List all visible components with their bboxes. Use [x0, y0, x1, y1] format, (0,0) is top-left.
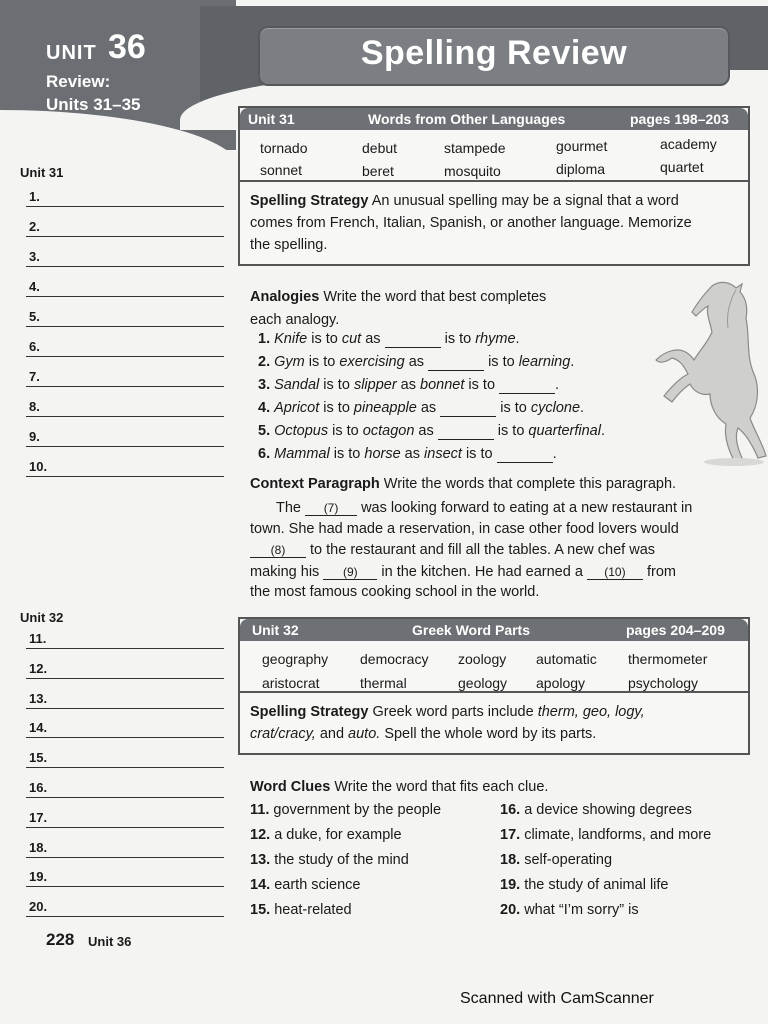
analogy-number: 1. — [258, 331, 271, 347]
word-item: geology — [458, 675, 508, 691]
strategy-label: Spelling Strategy — [250, 193, 369, 209]
analogy-number: 3. — [258, 377, 271, 393]
answer-number: 16. — [29, 780, 48, 795]
context-heading-line — [250, 474, 676, 496]
answer-line[interactable] — [26, 364, 224, 387]
analogy-text: . — [555, 377, 560, 393]
analogy-text: . — [570, 354, 575, 370]
answer-number: 18. — [29, 839, 48, 855]
analogy-text: as — [416, 400, 441, 416]
context-text: The — [276, 500, 301, 516]
analogy-term: Mammal — [274, 446, 330, 462]
unit31-box-pages: pages 198–203 — [630, 111, 729, 127]
answers-unit32-label: Unit 32 — [20, 610, 64, 625]
analogy-item — [258, 423, 605, 440]
unit32-box-topic: Greek Word Parts — [412, 622, 531, 638]
analogies-heading: Analogies — [250, 289, 320, 305]
analogy-number: 2. — [258, 354, 271, 370]
unit31-box-unit: Unit 31 — [248, 111, 295, 127]
unit32-strategy — [240, 693, 748, 753]
analogy-term: pineapple — [353, 400, 417, 416]
analogy-text: . — [552, 446, 557, 462]
word-item: sonnet — [260, 162, 303, 178]
answer-number: 3. — [29, 249, 40, 264]
answer-number: 2. — [29, 219, 40, 234]
word-item: apology — [536, 675, 586, 691]
answer-number: 15. — [29, 750, 48, 766]
answer-number: 19. — [29, 869, 48, 885]
answer-line[interactable] — [26, 686, 224, 709]
clues-instructions — [250, 776, 548, 799]
word-item: automatic — [536, 651, 597, 667]
context-line: town. She had made a reservation, in case other food lovers would — [250, 521, 679, 537]
answer-line[interactable] — [26, 715, 224, 738]
answers-unit31-label: Unit 31 — [20, 165, 64, 180]
answer-line[interactable] — [26, 274, 224, 297]
answer-number: 12. — [29, 660, 48, 676]
answer-line[interactable] — [26, 334, 224, 357]
context-line — [250, 540, 655, 562]
context-line — [250, 562, 676, 584]
analogy-term: Gym — [274, 354, 305, 370]
answer-line[interactable] — [26, 454, 224, 477]
answer-number: 4. — [29, 279, 40, 294]
analogy-blank[interactable] — [499, 377, 555, 394]
strategy-text: Greek word parts include — [372, 704, 538, 720]
answer-line[interactable] — [26, 626, 224, 649]
analogies-instruction: Write the word that best completes — [323, 289, 547, 305]
clue-item — [250, 877, 360, 893]
answer-line[interactable] — [26, 835, 224, 858]
analogy-text: is to — [329, 446, 365, 462]
clue-text: a device showing degrees — [524, 802, 692, 818]
unit31-word-list — [240, 130, 748, 182]
clue-text: the study of the mind — [274, 852, 409, 868]
strategy-text: the spelling. — [250, 237, 328, 253]
analogy-term: Sandal — [274, 377, 320, 393]
word-item: quartet — [660, 159, 704, 175]
analogy-blank[interactable] — [428, 354, 484, 371]
clue-number: 15. — [250, 902, 271, 918]
unit31-box-topic: Words from Other Languages — [368, 111, 566, 127]
clue-number: 20. — [500, 902, 521, 918]
answer-line[interactable] — [26, 184, 224, 207]
clue-item — [250, 802, 441, 818]
answer-number: 11. — [29, 631, 47, 646]
strategy-text: auto. — [348, 726, 381, 742]
analogy-number: 6. — [258, 446, 271, 462]
analogy-blank[interactable] — [497, 446, 553, 463]
analogy-blank[interactable] — [438, 423, 494, 440]
answer-line[interactable] — [26, 244, 224, 267]
analogy-term: horse — [364, 446, 401, 462]
answer-number: 5. — [29, 309, 40, 324]
word-item: diploma — [556, 161, 606, 177]
context-text: to the restaurant and fill all the tables. A new chef was — [310, 542, 656, 558]
clue-number: 18. — [500, 852, 521, 868]
unit32-box-pages: pages 204–209 — [626, 622, 725, 638]
answer-line[interactable] — [26, 805, 224, 828]
analogy-text: is to — [307, 331, 342, 347]
analogy-term: Octopus — [274, 423, 329, 439]
page-number: 228 — [46, 930, 75, 949]
strategy-text: An unusual spelling may be a signal that a word — [371, 193, 679, 209]
analogy-text: is to — [484, 354, 519, 370]
unit32-word-box — [238, 617, 750, 755]
analogy-text: is to — [319, 400, 354, 416]
analogy-number: 4. — [258, 400, 271, 416]
analogy-term: slipper — [353, 377, 397, 393]
answer-number: 8. — [29, 399, 40, 414]
analogy-item — [258, 354, 574, 371]
title-banner — [258, 26, 730, 86]
answer-line[interactable] — [26, 775, 224, 798]
analogy-term: exercising — [339, 354, 405, 370]
clue-number: 14. — [250, 877, 271, 893]
clue-number: 11. — [250, 802, 270, 818]
answer-line[interactable] — [26, 894, 224, 917]
analogy-term: octagon — [362, 423, 415, 439]
clue-text: climate, landforms, and more — [524, 827, 712, 843]
strategy-text: comes from French, Italian, Spanish, or another language. Memorize — [250, 215, 692, 231]
answer-line[interactable] — [26, 394, 224, 417]
clues-instruction: Write the word that fits each clue. — [334, 779, 549, 795]
unit31-strategy — [240, 182, 748, 264]
analogy-term: cyclone — [530, 400, 581, 416]
word-item: thermal — [360, 675, 407, 691]
clue-text: what “I’m sorry” is — [524, 902, 639, 918]
review-units: Units 31–35 — [46, 95, 141, 114]
blank-8: (8) — [250, 543, 306, 558]
analogy-term: learning — [518, 354, 571, 370]
analogies-instruction: each analogy. — [250, 311, 340, 328]
analogy-text: is to — [440, 331, 476, 347]
answer-number: 14. — [29, 720, 48, 736]
answer-number: 1. — [29, 189, 40, 204]
analogy-text: as — [361, 331, 385, 347]
analogy-blank[interactable] — [385, 331, 441, 348]
page-title: Spelling Review — [360, 34, 628, 72]
analogy-number: 5. — [258, 423, 271, 439]
clue-item — [500, 827, 711, 843]
analogy-term: Apricot — [274, 400, 320, 416]
clue-number: 19. — [500, 877, 521, 893]
analogy-text: as — [396, 377, 421, 393]
word-item: beret — [362, 163, 394, 179]
analogy-item — [258, 377, 559, 394]
word-item: stampede — [444, 140, 506, 156]
answer-number: 9. — [29, 429, 40, 444]
analogy-term: bonnet — [420, 377, 465, 393]
context-text: from — [646, 564, 676, 580]
rearing-horse-illustration — [650, 278, 768, 468]
word-item: aristocrat — [262, 675, 320, 691]
blank-7: (7) — [305, 501, 357, 516]
context-line — [276, 498, 692, 520]
analogy-term: quarterfinal — [528, 423, 601, 439]
answer-number: 7. — [29, 369, 40, 384]
clues-heading: Word Clues — [250, 779, 331, 795]
clue-number: 17. — [500, 827, 521, 843]
analogy-text: as — [414, 423, 438, 439]
analogy-item — [258, 331, 520, 348]
analogy-text: is to — [319, 377, 354, 393]
answer-number: 6. — [29, 339, 40, 354]
analogy-term: cut — [341, 331, 362, 347]
clue-text: government by the people — [273, 802, 442, 818]
analogy-item — [258, 400, 584, 417]
analogy-text: . — [580, 400, 585, 416]
unit32-word-list — [240, 641, 748, 693]
context-text: was looking forward to eating at a new restaurant in — [361, 500, 693, 516]
strategy-text: therm, geo, logy, — [537, 704, 645, 720]
analogies-instructions — [250, 286, 546, 331]
unit31-box-header — [240, 108, 748, 130]
word-item: thermometer — [628, 651, 708, 667]
unit-word: UNIT — [46, 42, 97, 64]
scanner-watermark: Scanned with CamScanner — [460, 990, 654, 1007]
clue-number: 16. — [500, 802, 521, 818]
analogy-text: is to — [461, 446, 497, 462]
context-instruction: Write the words that complete this paragraph. — [383, 476, 677, 492]
analogy-text: as — [404, 354, 429, 370]
word-item: democracy — [360, 651, 429, 667]
clue-item — [250, 852, 409, 868]
analogy-text: . — [600, 423, 605, 439]
unit-number: 36 — [108, 28, 146, 66]
review-label: Review: — [46, 72, 111, 91]
unit31-word-box — [238, 106, 750, 266]
clue-number: 13. — [250, 852, 271, 868]
clue-number: 12. — [250, 827, 271, 843]
answer-line[interactable] — [26, 745, 224, 768]
analogy-item — [258, 446, 557, 463]
unit32-box-header — [240, 619, 748, 641]
word-item: zoology — [458, 651, 507, 667]
answer-line[interactable] — [26, 656, 224, 679]
analogy-text: . — [515, 331, 520, 347]
clue-item — [250, 902, 352, 918]
analogy-text: is to — [496, 400, 531, 416]
answer-line[interactable] — [26, 424, 224, 447]
analogy-blank[interactable] — [440, 400, 496, 417]
clue-text: earth science — [274, 877, 361, 893]
analogy-text: is to — [328, 423, 363, 439]
clue-item — [250, 827, 402, 843]
answer-line[interactable] — [26, 864, 224, 887]
word-item: mosquito — [444, 163, 501, 179]
strategy-text: crat/cracy, — [250, 726, 316, 742]
strategy-text: and — [315, 726, 349, 742]
context-line: the most famous cooking school in the world. — [250, 584, 540, 600]
word-item: tornado — [260, 140, 308, 156]
context-text: making his — [250, 564, 320, 580]
answer-number: 13. — [29, 690, 48, 706]
answer-number: 10. — [29, 459, 48, 474]
clue-item — [500, 802, 692, 818]
footer-unit: Unit 36 — [88, 934, 132, 949]
clue-text: a duke, for example — [274, 827, 402, 843]
word-item: debut — [362, 140, 398, 156]
clue-item — [500, 852, 612, 868]
analogy-text: is to — [493, 423, 529, 439]
word-item: geography — [262, 651, 329, 667]
clue-text: the study of animal life — [524, 877, 669, 893]
blank-9: (9) — [323, 565, 377, 580]
context-text: in the kitchen. He had earned a — [381, 564, 583, 580]
analogy-term: Knife — [274, 331, 308, 347]
blank-10: (10) — [587, 565, 643, 580]
strategy-label: Spelling Strategy — [250, 704, 369, 720]
analogy-text: is to — [464, 377, 500, 393]
answer-line[interactable] — [26, 304, 224, 327]
analogy-text: is to — [304, 354, 340, 370]
word-item: gourmet — [556, 138, 608, 154]
analogy-text: as — [400, 446, 425, 462]
answer-number: 20. — [29, 899, 48, 915]
answer-line[interactable] — [26, 214, 224, 237]
analogy-term: rhyme — [475, 331, 516, 347]
analogy-term: insect — [424, 446, 462, 462]
clue-text: self-operating — [524, 852, 613, 868]
unit32-box-unit: Unit 32 — [252, 622, 299, 638]
clue-item — [500, 877, 668, 893]
word-item: psychology — [628, 675, 699, 691]
answer-number: 17. — [29, 809, 48, 825]
context-heading: Context Paragraph — [250, 476, 380, 492]
strategy-text: Spell the whole word by its parts. — [380, 726, 597, 742]
clue-text: heat-related — [274, 902, 352, 918]
word-item: academy — [660, 136, 717, 152]
clue-item — [500, 902, 639, 918]
